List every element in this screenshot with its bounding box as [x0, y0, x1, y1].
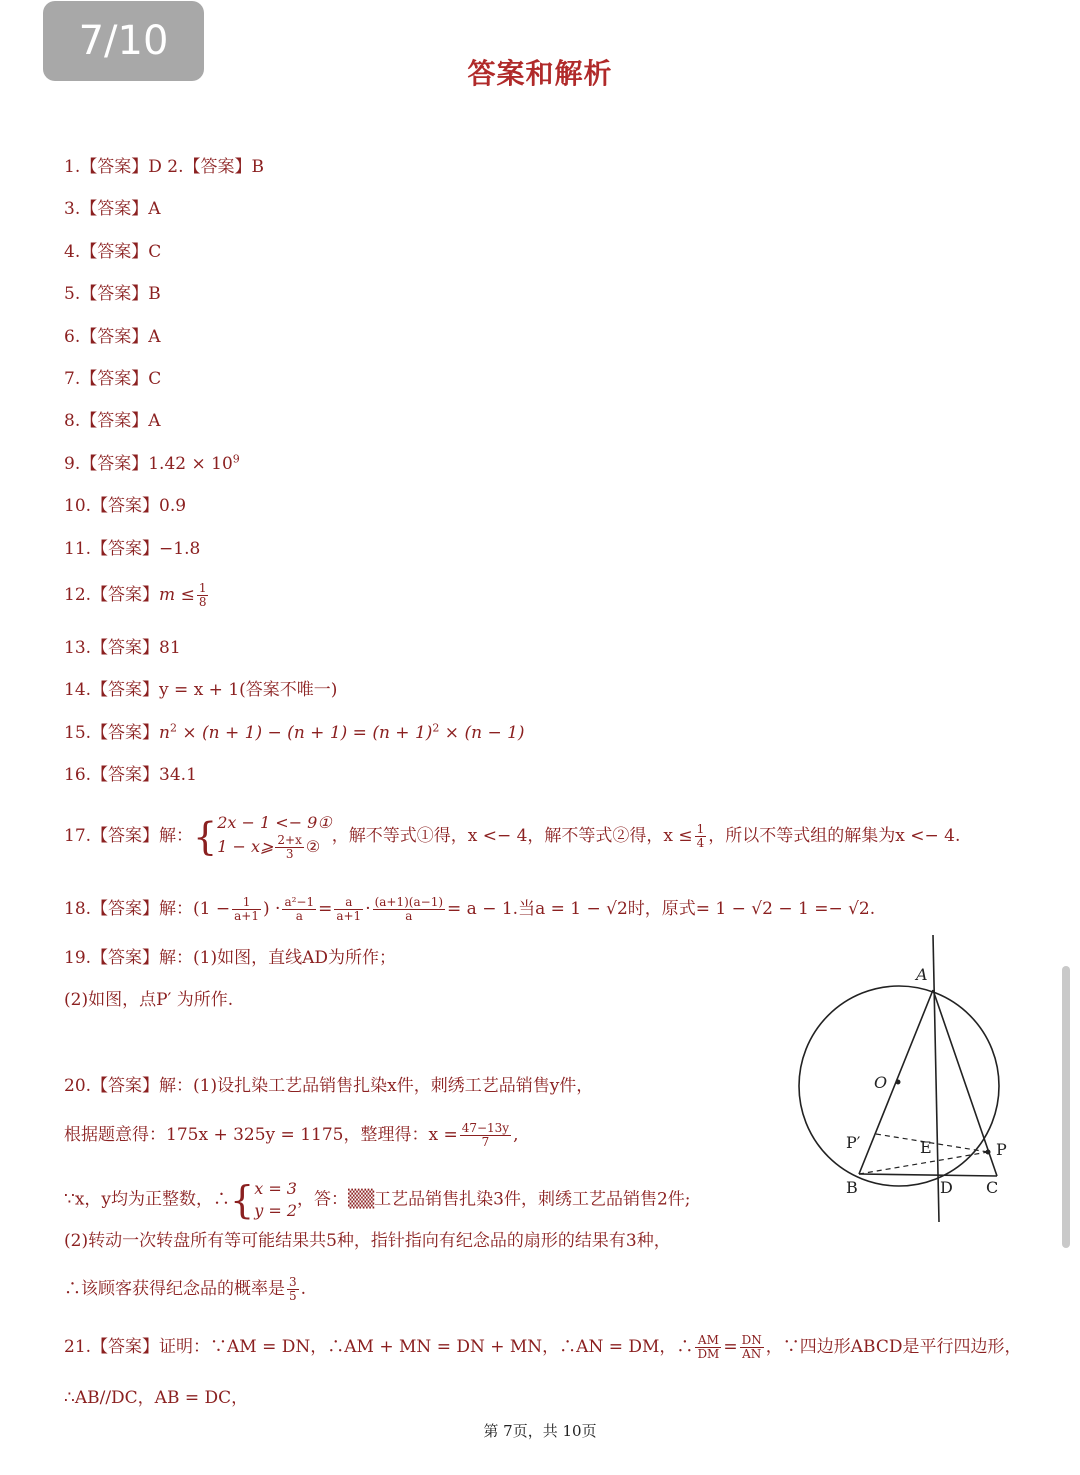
segment-p-prime-p [876, 1134, 988, 1152]
label-p: P [996, 1140, 1007, 1159]
answer-13: 13.【答案】81 [64, 638, 181, 658]
geometry-figure [780, 930, 1030, 1230]
answer-5: 5.【答案】B [64, 284, 161, 304]
vertical-scrollbar[interactable] [1062, 966, 1070, 1248]
answer-17-prefix: 17.【答案】解： [64, 826, 194, 846]
answer-16: 16.【答案】34.1 [64, 765, 197, 785]
page-indicator-badge: 7/10 [43, 1, 204, 81]
answer-9-exponent: 9 [232, 452, 240, 466]
answer-19-line-1: 19.【答案】解：(1)如图，直线AD为所作； [64, 948, 397, 968]
answer-4: 4.【答案】C [64, 242, 162, 262]
label-a: A [916, 965, 928, 984]
answer-9 [64, 452, 240, 476]
segment-bc [859, 1174, 997, 1176]
answer-12-expr: m ≤ [159, 585, 195, 605]
answer-20-line-1: 20.【答案】解：(1)设扎染工艺品销售扎染x件，刺绣工艺品销售y件， [64, 1076, 594, 1096]
page-footer: 第 7页，共 10页 [483, 1422, 597, 1440]
label-d: D [940, 1178, 953, 1197]
answer-17: 17.【答案】解：{ 2x − 1 <− 9① 1 − x⩾ $\frac{2+x}{3}$ ② ，解不等式①得，x <− 4，解不等式②得，x ≤ $\frac{1}{4}$ ，所以不等式组的解集为x <− 4. [64, 813, 961, 861]
answer-21-line-1: 21.【答案】证明：∵AM = DN，∴AM + MN = DN + MN，∴AN = DM，∴ $\frac{AM}{DM}$ = $\frac{DN}{AN}$ ，∵四边形ABCD是平行四边形， [64, 1333, 1022, 1361]
answer-8: 8.【答案】A [64, 411, 161, 431]
label-p-prime: P′ [846, 1133, 861, 1152]
answer-20-line-2: 根据题意得：175x + 325y = 1175，整理得：x = $\frac{47-13y}{7}$ , [64, 1121, 519, 1149]
answer-3: 3.【答案】A [64, 199, 161, 219]
point-o [896, 1080, 901, 1085]
answer-20-line-3: ∵x，y均为正整数，∴{ x = 3 y = 2 ，答：▒▒工艺品销售扎染3件，刺绣工艺品销售2件; [64, 1178, 691, 1222]
page-title: 答案和解析 [467, 57, 613, 90]
label-e: E [920, 1138, 932, 1157]
answer-12-prefix: 12.【答案】 [64, 585, 160, 605]
label-c: C [986, 1178, 999, 1197]
answer-20-line-4: (2)转动一次转盘所有等可能结果共5种，指针指向有纪念品的扇形的结果有3种， [64, 1231, 671, 1251]
answer-6: 6.【答案】A [64, 327, 161, 347]
answer-15-prefix: 15.【答案】 [64, 723, 160, 743]
label-o: O [874, 1073, 888, 1092]
answer-21-line-2: ∴AB//DC，AB = DC， [64, 1388, 249, 1408]
answer-12-fraction: $\frac{1}{8}$ [198, 581, 207, 609]
answer-1-2: 1.【答案】D 2.【答案】B [64, 157, 264, 177]
point-p [986, 1150, 991, 1155]
answer-11: 11.【答案】−1.8 [64, 539, 201, 559]
answer-19-line-2: (2)如图，点P′ 为所作. [64, 990, 234, 1010]
answer-10: 10.【答案】0.9 [64, 496, 187, 516]
label-b: B [846, 1178, 858, 1197]
answer-14: 14.【答案】y = x + 1(答案不唯一) [64, 680, 338, 700]
circle-o [799, 986, 999, 1186]
answer-9-value: 1.42 × 10 [148, 454, 233, 474]
answer-17-system: 2x − 1 <− 9① 1 − x⩾ $\frac{2+x}{3}$ ② [217, 813, 332, 861]
answer-15: 15.【答案】$n^2 \times (n + 1) - (n + 1) = (n + 1)^2 \times (n - 1)$ [64, 721, 525, 743]
answer-20-line-5: ∴该顾客获得纪念品的概率是 $\frac{3}{5}$ . [64, 1275, 307, 1303]
answer-18: 18.【答案】解：(1 − $\frac{1}{a+1}$ ) · $\frac{\text{a²−1}}{a}$ = $\frac{a}{a+1}$ · $\frac{(a+1)(a-1)}{a}$ = a − 1.当a = 1 − √2时，原式= 1 − √2 − 1 =− √2. [64, 895, 876, 923]
answer-7: 7.【答案】C [64, 369, 162, 389]
answer-12 [64, 582, 210, 609]
answer-9-prefix: 9.【答案】 [64, 454, 149, 474]
